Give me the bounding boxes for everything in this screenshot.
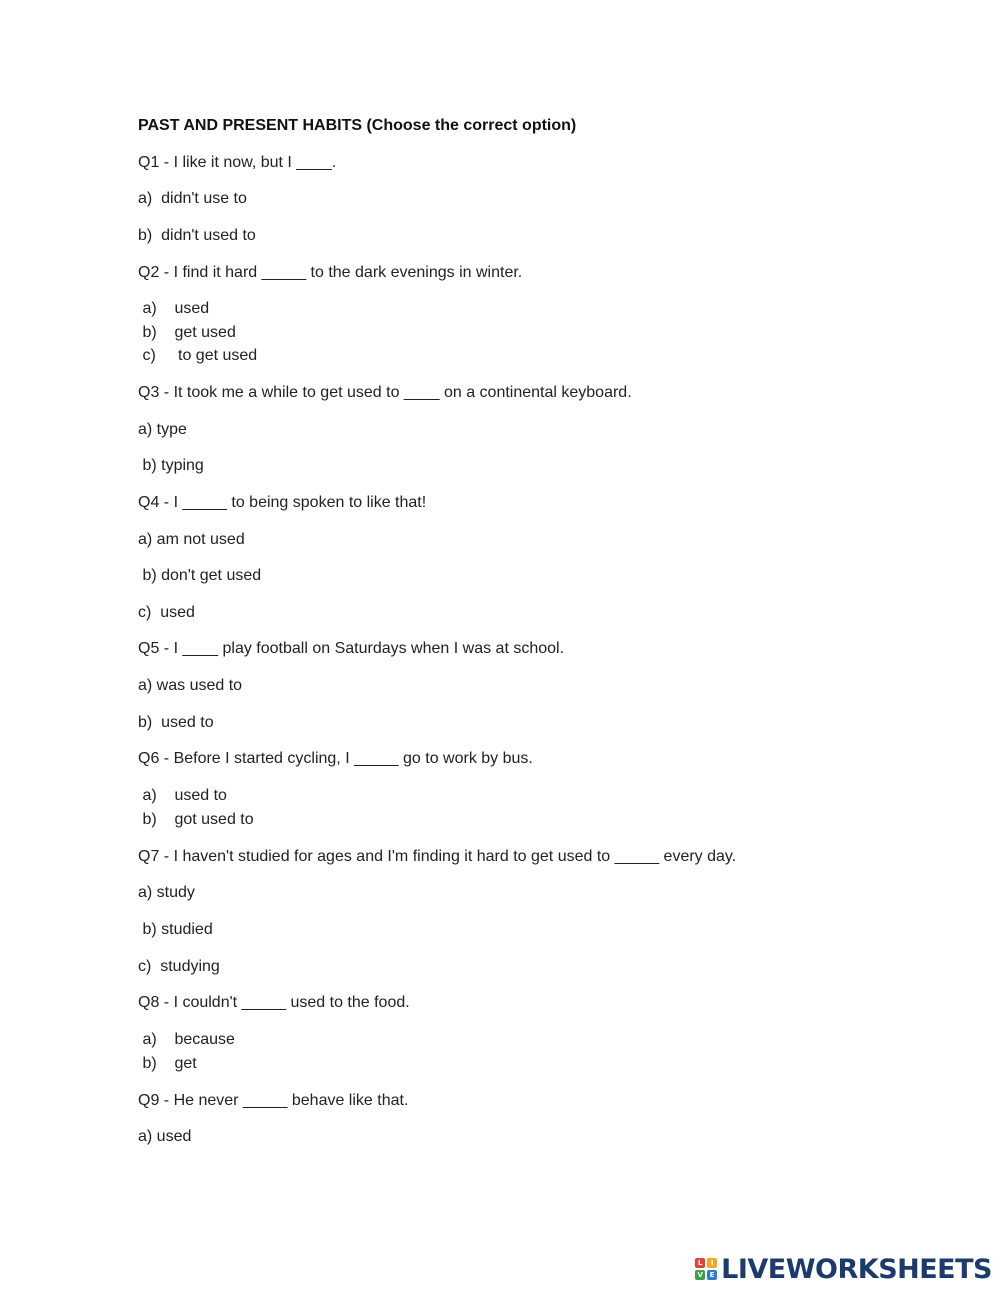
option-q6-b: b) got used to <box>138 811 254 828</box>
option-q6-a: a) used to <box>138 787 227 804</box>
logo-tile-i: I <box>707 1258 717 1268</box>
option-q9-a: a) used <box>138 1128 192 1145</box>
question-8: Q8 - I couldn't _____ used to the food. <box>138 994 410 1011</box>
option-q4-c: c) used <box>138 604 195 621</box>
option-q1-b: b) didn't used to <box>138 227 256 244</box>
option-q2-a: a) used <box>138 300 210 317</box>
logo-tile-e: E <box>707 1270 717 1280</box>
option-q2-c: c) to get used <box>138 347 258 364</box>
option-q7-b: b) studied <box>138 921 213 938</box>
option-q1-a: a) didn't use to <box>138 190 247 207</box>
logo-tile-v: V <box>695 1270 705 1280</box>
question-5: Q5 - I ____ play football on Saturdays when I was at school. <box>138 640 565 657</box>
option-q3-a: a) type <box>138 421 187 438</box>
option-q8-a: a) because <box>138 1031 235 1048</box>
option-q7-c: c) studying <box>138 958 220 975</box>
option-q5-a: a) was used to <box>138 677 243 694</box>
option-q7-a: a) study <box>138 884 195 901</box>
question-1: Q1 - I like it now, but I ____. <box>138 154 337 171</box>
question-9: Q9 - He never _____ behave like that. <box>138 1092 409 1109</box>
logo-text: LIVEWORKSHEETS <box>721 1253 992 1285</box>
option-q5-b: b) used to <box>138 714 214 731</box>
liveworksheets-logo-icon <box>695 1258 717 1280</box>
option-q8-b: b) get <box>138 1055 197 1072</box>
option-q4-a: a) am not used <box>138 531 245 548</box>
question-4: Q4 - I _____ to being spoken to like that! <box>138 494 427 511</box>
liveworksheets-logo <box>695 1253 992 1285</box>
option-q2-b: b) get used <box>138 324 236 341</box>
option-q3-b: b) typing <box>138 457 204 474</box>
question-3: Q3 - It took me a while to get used to ____ on a continental keyboard. <box>138 384 632 401</box>
question-2: Q2 - I find it hard _____ to the dark evenings in winter. <box>138 264 523 281</box>
question-6: Q6 - Before I started cycling, I _____ go to work by bus. <box>138 750 533 767</box>
logo-tile-l: L <box>695 1258 705 1268</box>
option-q4-b: b) don't get used <box>138 567 262 584</box>
question-7: Q7 - I haven't studied for ages and I'm finding it hard to get used to _____ every day. <box>138 848 737 865</box>
worksheet-title: PAST AND PRESENT HABITS (Choose the correct option) <box>138 117 577 134</box>
